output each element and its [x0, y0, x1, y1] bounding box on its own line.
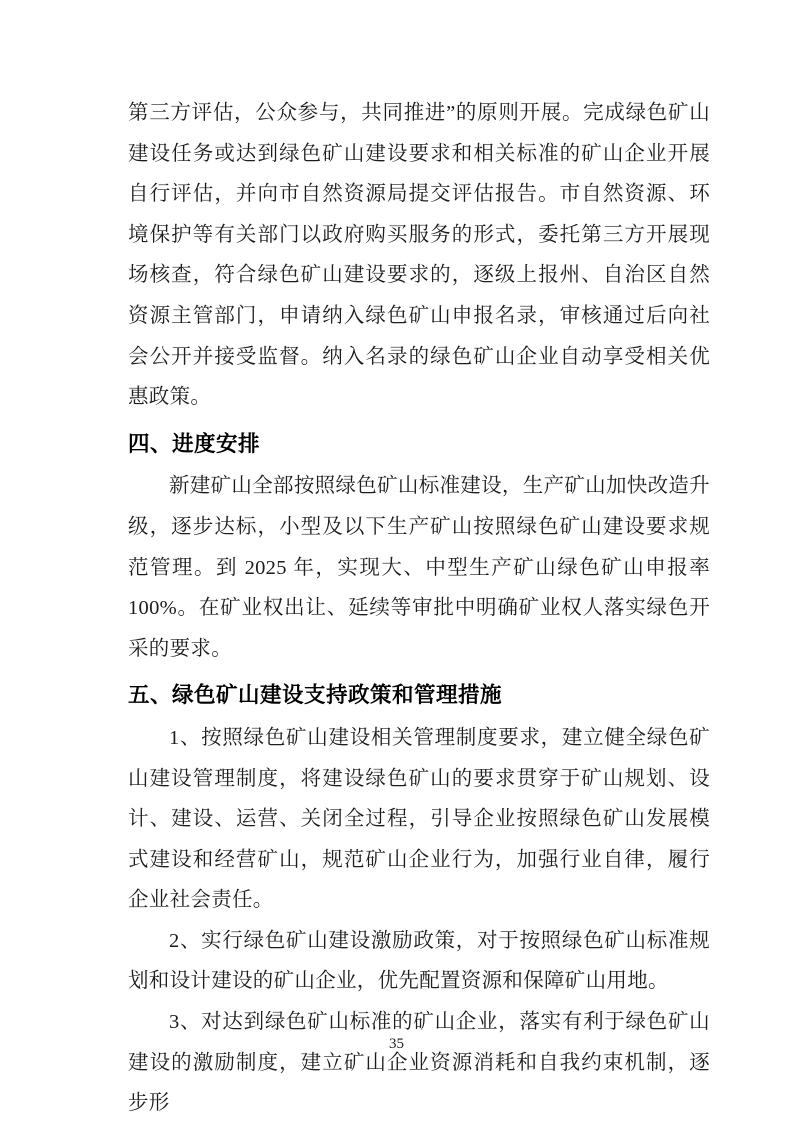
paragraph-item-2: 2、实行绿色矿山建设激励政策，对于按照绿色矿山标准规划和设计建设的矿山企业，优先配置资源和保障矿山用地。 [128, 929, 710, 993]
paragraph-continued-from-previous-page: 第三方评估，公众参与，共同推进”的原则开展。完成绿色矿山建设任务或达到绿色矿山建设要求和相关标准的矿山企业开展自行评估，并向市自然资源局提交评估报告。市自然资源、环境保护等有关部门以政府购买服务的形式，委托第三方开展现场核查，符合绿色矿山建设要求的，逐级上报州、自治区自然资源主管部门，申请纳入绿色矿山申报名录，审核通过后向社会公开并接受监督。纳入名录的绿色矿山企业自动享受相关优惠政策。 [128, 102, 710, 409]
page-body [128, 93, 710, 1122]
section-heading-5-support-policies: 五、绿色矿山建设支持政策和管理措施 [128, 683, 503, 708]
paragraph-item-3: 3、对达到绿色矿山标准的矿山企业，落实有利于绿色矿山建设的激励制度，建立矿山企业资源消耗和自我约束机制，逐步形 [128, 1011, 710, 1115]
page-number: 35 [389, 1036, 404, 1052]
section-heading-4-progress-schedule: 四、进度安排 [128, 431, 261, 456]
paragraph-item-1: 1、按照绿色矿山建设相关管理制度要求，建立健全绿色矿山建设管理制度，将建设绿色矿山的要求贯穿于矿山规划、设计、建设、运营、关闭全过程，引导企业按照绿色矿山发展模式建设和经营矿山，规范矿山企业行为，加强行业自律，履行企业社会责任。 [128, 726, 710, 912]
paragraph-section4: 新建矿山全部按照绿色矿山标准建设，生产矿山加快改造升级，逐步达标，小型及以下生产矿山按照绿色矿山建设要求规范管理。到 2025 年，实现大、中型生产矿山绿色矿山申报率 100%。在矿业权出让、延续等审批中明确矿业权人落实绿色开采的要求。 [128, 475, 710, 660]
